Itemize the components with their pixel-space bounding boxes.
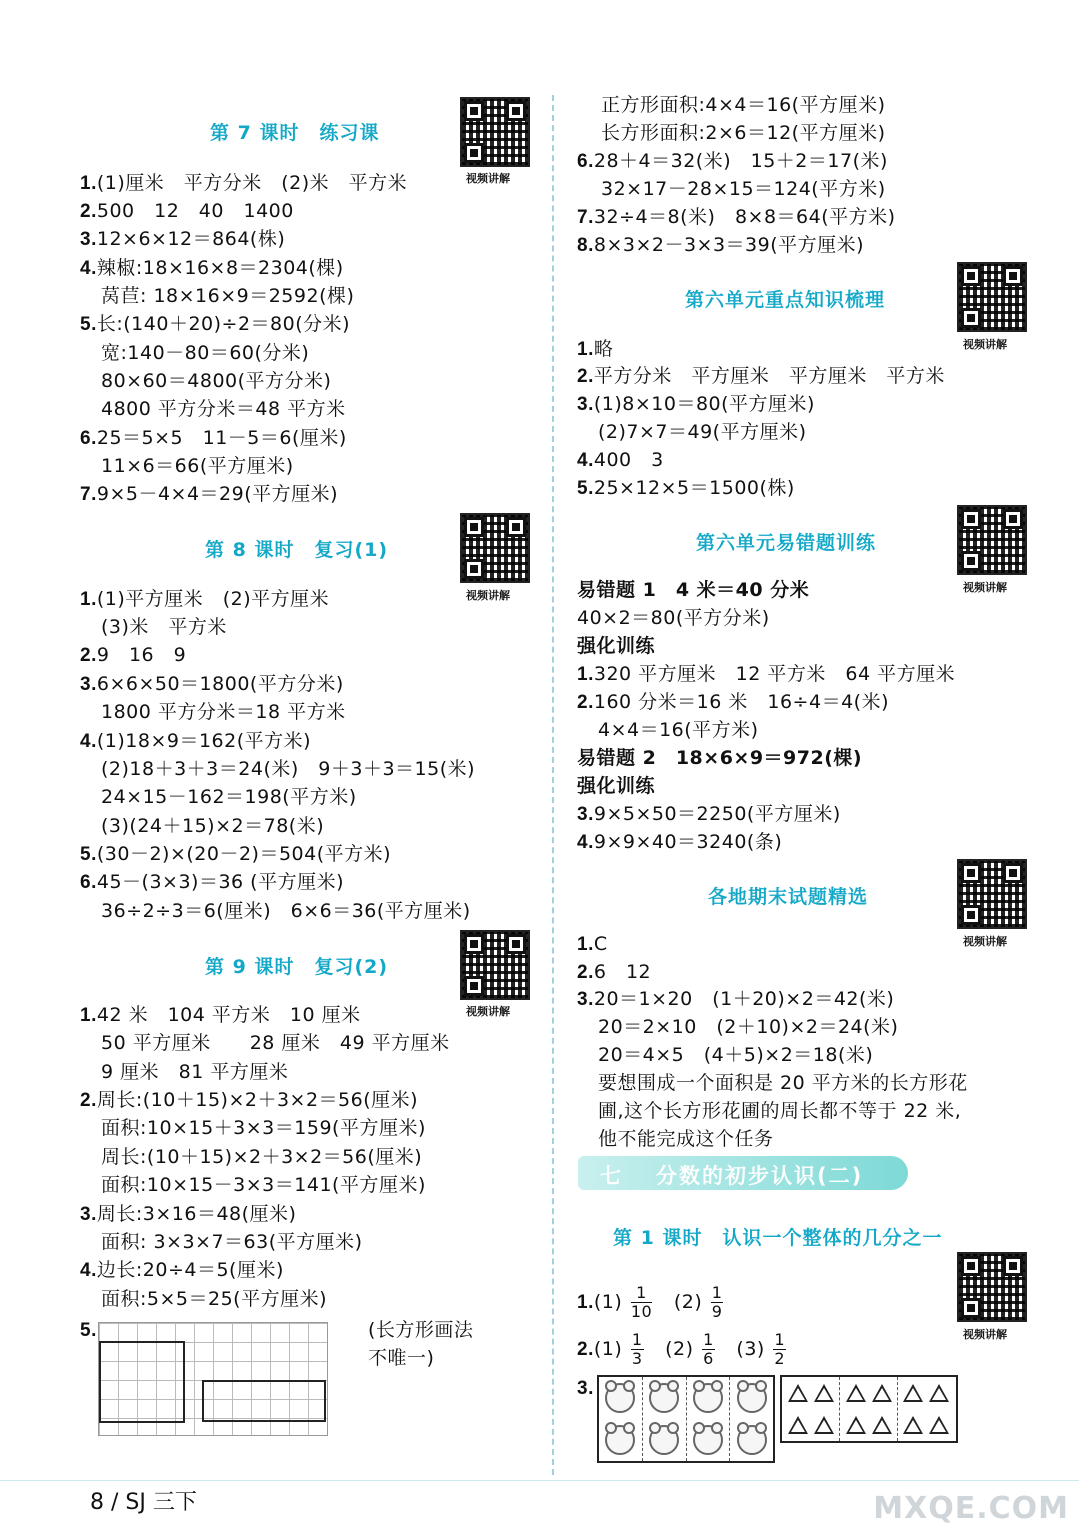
- rectangle-shape: [202, 1380, 326, 1422]
- triangle-grouping-figure: [780, 1375, 958, 1443]
- answer-line: 3.20＝1×20 (1＋20)×2＝42(米): [577, 988, 895, 1010]
- answer-line: (3)(24＋15)×2＝78(米): [101, 815, 325, 837]
- watermark: MXQE.COM: [873, 1491, 1069, 1526]
- answer-line: 5.(30－2)×(20－2)＝504(平方米): [80, 843, 392, 865]
- qr-code-icon[interactable]: [460, 513, 530, 583]
- triangle-icon: [872, 1416, 892, 1434]
- answer-line: 2.(1) $\frac{1}{3}$ (2) $\frac{1}{6}$ (3) $\frac{1}{2}$: [577, 1330, 786, 1368]
- answer-line: 3.6×6×50＝1800(平方分米): [80, 673, 344, 695]
- answer-line: 24×15－162＝198(平方米): [101, 786, 357, 808]
- answer-line: 1.(1)平方厘米 (2)平方厘米: [80, 588, 330, 610]
- drawing-note: 不唯一): [368, 1347, 435, 1369]
- triangle-icon: [846, 1416, 866, 1434]
- answer-line: 4.9×9×40＝3240(条): [577, 831, 783, 853]
- answer-line: 32×17－28×15＝124(平方米): [601, 178, 886, 200]
- triangle-icon: [903, 1416, 923, 1434]
- answer-line: (3)米 平方米: [101, 616, 227, 638]
- answer-line: 1.320 平方厘米 12 平方米 64 平方厘米: [577, 663, 956, 685]
- answer-line: 4.边长:20÷4＝5(厘米): [80, 1259, 284, 1281]
- answer-line: 要想围成一个面积是 20 平方米的长方形花: [598, 1072, 968, 1094]
- banner-title: 分数的初步认识(二): [656, 1164, 864, 1188]
- answer-line: 11×6＝66(平方厘米): [101, 455, 294, 477]
- answer-line: 周长:(10＋15)×2＋3×2＝56(厘米): [101, 1146, 423, 1168]
- answer-line: 面积:10×15＋3×3＝159(平方厘米): [101, 1117, 426, 1139]
- answer-line: 5.: [80, 1320, 97, 1341]
- triangle-icon: [929, 1384, 949, 1402]
- qr-label: 视频讲解: [963, 581, 1007, 594]
- answer-line: 6.28＋4＝32(米) 15＋2＝17(米): [577, 150, 888, 172]
- bear-icon: [693, 1383, 723, 1413]
- banner-number: 七: [600, 1164, 623, 1188]
- lesson-8-heading: 第 8 课时 复习(1): [205, 539, 389, 561]
- fraction: $\frac{1}{10}$: [630, 1283, 653, 1321]
- answer-line: 20＝2×10 (2＋10)×2＝24(米): [598, 1016, 899, 1038]
- answer-line: 莴苣: 18×16×9＝2592(棵): [101, 285, 355, 307]
- answer-line: 他不能完成这个任务: [598, 1128, 774, 1150]
- answer-line: 正方形面积:4×4＝16(平方厘米): [601, 94, 886, 116]
- answer-line: 3.9×5×50＝2250(平方厘米): [577, 803, 841, 825]
- answer-line: 7.9×5－4×4＝29(平方厘米): [80, 483, 339, 505]
- answer-line: 4.辣椒:18×16×8＝2304(棵): [80, 257, 344, 279]
- answer-line: 2.9 16 9: [80, 644, 187, 666]
- answer-line: 2.160 分米＝16 米 16÷4＝4(米): [577, 691, 889, 713]
- answer-line: 1.42 米 104 平方米 10 厘米: [80, 1004, 361, 1026]
- triangle-icon: [788, 1384, 808, 1402]
- section-label: 强化训练: [577, 635, 656, 657]
- answer-line: 1.略: [577, 338, 614, 360]
- answer-line: 4.400 3: [577, 449, 664, 471]
- triangle-icon: [872, 1384, 892, 1402]
- triangle-icon: [814, 1384, 834, 1402]
- triangle-icon: [903, 1384, 923, 1402]
- qr-code-icon[interactable]: [957, 262, 1027, 332]
- qr-label: 视频讲解: [963, 1328, 1007, 1341]
- answer-line: 3.(1)8×10＝80(平方厘米): [577, 393, 815, 415]
- answer-line: 宽:140－80＝60(分米): [101, 342, 310, 364]
- answer-line: 长方形面积:2×6＝12(平方厘米): [601, 122, 886, 144]
- drawing-note: (长方形画法: [368, 1319, 474, 1341]
- bear-icon: [649, 1383, 679, 1413]
- answer-line: 5.25×12×5＝1500(株): [577, 477, 795, 499]
- qr-label: 视频讲解: [466, 1005, 510, 1018]
- answer-line: 2.6 12: [577, 961, 652, 983]
- triangle-icon: [788, 1416, 808, 1434]
- answer-line: 50 平方厘米 28 厘米 49 平方厘米: [101, 1032, 450, 1054]
- qr-label: 视频讲解: [963, 338, 1007, 351]
- qr-code-icon[interactable]: [957, 505, 1027, 575]
- answer-line: 1800 平方分米＝18 平方米: [101, 701, 346, 723]
- bear-grouping-figure: [597, 1375, 775, 1463]
- answer-line: 8.8×3×2－3×3＝39(平方厘米): [577, 234, 865, 256]
- bear-icon: [737, 1425, 767, 1455]
- answer-line: 1.C: [577, 933, 608, 955]
- triangle-icon: [929, 1416, 949, 1434]
- fraction: $\frac{1}{9}$: [711, 1283, 723, 1321]
- answer-line: 7.32÷4＝8(米) 8×8＝64(平方米): [577, 206, 896, 228]
- answer-line: 4800 平方分米＝48 平方米: [101, 398, 346, 420]
- answer-line: 圃,这个长方形花圃的周长都不等于 22 米,: [598, 1100, 962, 1122]
- answer-line: 36÷2÷3＝6(厘米) 6×6＝36(平方厘米): [101, 900, 471, 922]
- answer-line: 2.500 12 40 1400: [80, 200, 294, 222]
- bear-icon: [737, 1383, 767, 1413]
- footer-rule: [0, 1480, 1079, 1481]
- answer-line: 3.周长:3×16＝48(厘米): [80, 1203, 297, 1225]
- answer-line: (2)7×7＝49(平方厘米): [598, 421, 807, 443]
- qr-label: 视频讲解: [963, 935, 1007, 948]
- fraction: $\frac{1}{3}$: [631, 1330, 643, 1368]
- unit7-banner: [578, 1156, 908, 1190]
- fraction: $\frac{1}{6}$: [703, 1330, 714, 1368]
- bear-icon: [605, 1383, 635, 1413]
- answer-line: 9 厘米 81 平方厘米: [101, 1061, 289, 1083]
- bear-icon: [649, 1425, 679, 1455]
- grid-drawing: [98, 1322, 328, 1436]
- bear-icon: [693, 1425, 723, 1455]
- answer-line: 4×4＝16(平方米): [598, 719, 759, 741]
- answer-line: 6.45－(3×3)＝36 (平方厘米): [80, 871, 344, 893]
- lesson-9-heading: 第 9 课时 复习(2): [205, 956, 389, 978]
- answer-line: 4.(1)18×9＝162(平方米): [80, 730, 312, 752]
- answer-line: 面积: 3×3×7＝63(平方厘米): [101, 1231, 363, 1253]
- column-divider: [552, 95, 554, 1475]
- section-label: 强化训练: [577, 775, 656, 797]
- page-footer: 8 / SJ 三下: [90, 1490, 197, 1515]
- answer-line: 20＝4×5 (4＋5)×2＝18(米): [598, 1044, 874, 1066]
- triangle-icon: [814, 1416, 834, 1434]
- answer-line: (2)18＋3＋3＝24(米) 9＋3＋3＝15(米): [101, 758, 476, 780]
- qr-code-icon[interactable]: [460, 930, 530, 1000]
- bear-icon: [605, 1425, 635, 1455]
- answer-line: 40×2＝80(平方分米): [577, 607, 770, 629]
- unit7-lesson1-heading: 第 1 课时 认识一个整体的几分之一: [613, 1227, 943, 1249]
- unit6-review-heading: 第六单元重点知识梳理: [685, 289, 886, 311]
- final-exam-heading: 各地期末试题精选: [708, 886, 869, 908]
- fraction: $\frac{1}{2}$: [774, 1330, 786, 1368]
- answer-line: 面积:5×5＝25(平方厘米): [101, 1288, 328, 1310]
- qr-code-icon[interactable]: [460, 97, 530, 167]
- qr-label: 视频讲解: [466, 172, 510, 185]
- answer-line: 3.12×6×12＝864(株): [80, 228, 286, 250]
- unit6-mistakes-heading: 第六单元易错题训练: [696, 532, 877, 554]
- qr-label: 视频讲解: [466, 589, 510, 602]
- answer-line: 易错题 1 4 米＝40 分米: [577, 579, 810, 601]
- answer-line: 2.周长:(10＋15)×2＋3×2＝56(厘米): [80, 1089, 419, 1111]
- answer-line: 6.25＝5×5 11－5＝6(厘米): [80, 427, 347, 449]
- qr-code-icon[interactable]: [957, 1252, 1027, 1322]
- qr-code-icon[interactable]: [957, 859, 1027, 929]
- answer-line: 1.(1)厘米 平方分米 (2)米 平方米: [80, 172, 408, 194]
- answer-line: 80×60＝4800(平方分米): [101, 370, 332, 392]
- answer-line: 2.平方分米 平方厘米 平方厘米 平方米: [577, 365, 945, 387]
- answer-line: 5.长:(140＋20)÷2＝80(分米): [80, 313, 351, 335]
- rectangle-shape: [99, 1341, 185, 1423]
- answer-line: 面积:10×15－3×3＝141(平方厘米): [101, 1174, 426, 1196]
- triangle-icon: [846, 1384, 866, 1402]
- answer-line: 易错题 2 18×6×9＝972(棵): [577, 747, 863, 769]
- lesson-7-heading: 第 7 课时 练习课: [210, 122, 380, 144]
- answer-line: 3.: [577, 1378, 594, 1399]
- answer-line: 1.(1) $\frac{1}{10}$ (2) $\frac{1}{9}$: [577, 1283, 723, 1321]
